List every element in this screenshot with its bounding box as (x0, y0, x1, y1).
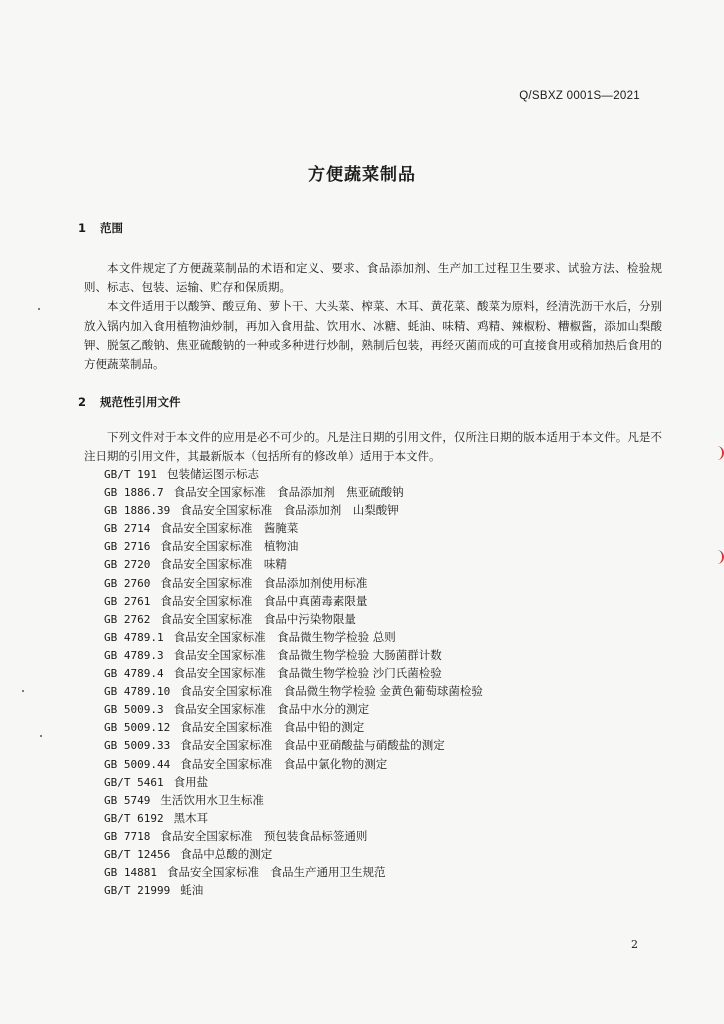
section-heading-scope (78, 220, 123, 236)
reference-code: GB 2762 (104, 612, 151, 626)
reference-item (104, 628, 483, 646)
reference-item (104, 845, 483, 863)
reference-code: GB 1886.7 (104, 486, 164, 500)
page-number: 2 (631, 938, 638, 951)
reference-code: GB 1886.39 (104, 504, 171, 518)
reference-name: 食品中总酸的测定 (180, 846, 273, 861)
reference-name: 食品安全国家标准 食品中亚硝酸盐与硝酸盐的测定 (180, 738, 445, 753)
reference-code: GB/T 191 (104, 468, 157, 481)
reference-code: GB/T 12456 (104, 847, 171, 861)
scope-text (84, 259, 662, 374)
reference-item (104, 791, 483, 809)
reference-item (104, 718, 483, 736)
reference-code: GB/T 6192 (104, 811, 164, 825)
reference-code: GB 4789.1 (104, 630, 164, 644)
reference-code: GB 2761 (104, 594, 151, 608)
reference-code: GB 5009.44 (104, 757, 171, 771)
reference-item (104, 700, 483, 718)
reference-name: 食品安全国家标准 食品中真菌毒素限量 (160, 593, 368, 608)
reference-item (104, 736, 483, 754)
reference-code: GB 2760 (104, 576, 151, 590)
reference-name: 食品安全国家标准 食品中铅的测定 (180, 720, 365, 735)
reference-code: GB 2716 (104, 540, 151, 554)
normative-refs-intro (84, 428, 662, 466)
reference-name: 食品安全国家标准 食品添加剂使用标准 (160, 575, 368, 590)
reference-item (104, 773, 483, 791)
reference-item (104, 646, 483, 664)
refs-intro-paragraph: 下列文件对于本文件的应用是必不可少的。凡是注日期的引用文件，仅所注日期的版本适用于本文件。凡是不注日期的引用文件，其最新版本（包括所有的修改单）适用于本文件。 (84, 430, 662, 464)
reference-item (104, 809, 483, 827)
reference-name: 食品安全国家标准 味精 (160, 557, 287, 572)
reference-item (104, 682, 483, 700)
reference-item (104, 592, 483, 610)
reference-item (104, 863, 483, 881)
reference-name: 食品安全国家标准 食品生产通用卫生规范 (166, 865, 386, 880)
reference-name: 蚝油 (180, 883, 204, 898)
reference-code: GB 7718 (104, 829, 151, 843)
reference-code: GB 5749 (104, 793, 151, 807)
reference-item (104, 501, 483, 519)
section-title: 范围 (100, 221, 123, 235)
reference-item (104, 519, 483, 537)
reference-code: GB 2714 (104, 522, 151, 536)
scope-paragraph-2: 本文件适用于以酸笋、酸豆角、萝卜干、大头菜、榨菜、木耳、黄花菜、酸菜为原料，经清洗沥干水后，分别放入锅内加入食用植物油炒制，再加入食用盐、饮用水、冰糖、蚝油、味精、鸡精、辣椒粉、糟椒酱，添加山梨酸钾、脱氢乙酸钠、焦亚硫酸钠的一种或多种进行炒制，熟制后包装，再经灭菌而成的可直接食用或稍加热后食用的方便蔬菜制品。 (84, 299, 662, 372)
reference-item (104, 465, 483, 483)
reference-code: GB 4789.3 (104, 648, 164, 662)
scan-dot (22, 690, 24, 692)
reference-name: 食品安全国家标准 食品添加剂 焦亚硫酸钠 (173, 485, 404, 500)
reference-name: 食品安全国家标准 食品添加剂 山梨酸钾 (180, 503, 399, 518)
reference-name: 食品安全国家标准 食品中氯化物的测定 (180, 756, 388, 771)
reference-name: 生活饮用水卫生标准 (160, 792, 264, 807)
standard-code: Q/SBXZ 0001S—2021 (519, 90, 640, 102)
reference-name: 食品安全国家标准 食品微生物学检验 总则 (173, 629, 396, 644)
reference-name: 食品安全国家标准 食品中污染物限量 (160, 611, 356, 626)
document-title: 方便蔬菜制品 (308, 165, 416, 185)
reference-item (104, 555, 483, 573)
reference-item (104, 483, 483, 501)
reference-code: GB 4789.10 (104, 685, 171, 699)
reference-name: 食品安全国家标准 食品微生物学检验 金黄色葡萄球菌检验 (180, 684, 483, 699)
reference-item (104, 881, 483, 899)
reference-item (104, 827, 483, 845)
reference-name: 食品安全国家标准 植物油 (160, 539, 299, 554)
reference-name: 食品安全国家标准 预包装食品标签通则 (160, 828, 368, 843)
reference-name: 食品安全国家标准 酱腌菜 (160, 521, 299, 536)
reference-item (104, 664, 483, 682)
reference-code: GB 5009.3 (104, 703, 164, 717)
reference-name: 黑木耳 (173, 810, 209, 825)
reference-item (104, 574, 483, 592)
reference-name: 包装储运图示标志 (166, 467, 259, 481)
scope-paragraph-1: 本文件规定了方便蔬菜制品的术语和定义、要求、食品添加剂、生产加工过程卫生要求、试验方法、检验规则、标志、包装、运输、贮存和保质期。 (84, 261, 662, 295)
section-heading-normative-refs (78, 394, 181, 410)
section-number: 1 (78, 221, 87, 235)
reference-list (104, 465, 483, 899)
seal-edge-mark (712, 550, 724, 564)
reference-code: GB 5009.12 (104, 721, 171, 735)
reference-code: GB 5009.33 (104, 739, 171, 753)
reference-item (104, 755, 483, 773)
reference-name: 食品安全国家标准 食品微生物学检验 沙门氏菌检验 (173, 666, 442, 681)
reference-name: 食品安全国家标准 食品微生物学检验 大肠菌群计数 (173, 647, 442, 662)
reference-code: GB 2720 (104, 558, 151, 572)
reference-name: 食品安全国家标准 食品中水分的测定 (173, 702, 370, 717)
reference-code: GB 14881 (104, 866, 157, 880)
reference-name: 食用盐 (173, 774, 209, 789)
seal-edge-mark (712, 446, 724, 460)
reference-item (104, 537, 483, 555)
section-number: 2 (78, 395, 87, 409)
reference-code: GB 4789.4 (104, 667, 164, 681)
scan-dot (40, 735, 42, 737)
reference-item (104, 610, 483, 628)
scan-dot (38, 308, 40, 310)
reference-code: GB/T 5461 (104, 775, 164, 789)
reference-code: GB/T 21999 (104, 884, 171, 898)
section-title: 规范性引用文件 (100, 395, 181, 409)
